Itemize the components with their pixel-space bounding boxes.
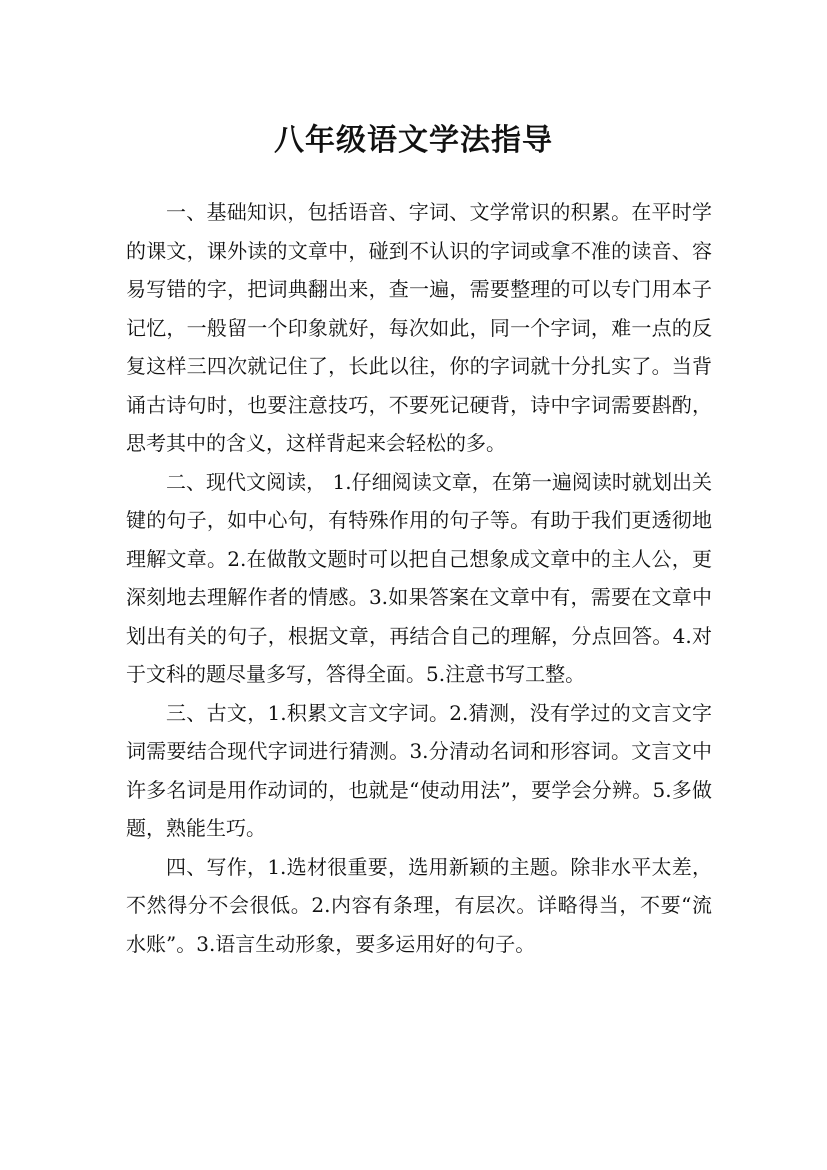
paragraph-writing: 四、写作，1.选材很重要，选用新颖的主题。除非水平太差，不然得分不会很低。2.内容有条理，有层次。详略得当，不要“流水账”。3.语言生动形象，要多运用好的句子。 <box>126 854 712 956</box>
document-title: 八年级语文学法指导 <box>274 123 553 159</box>
paragraph-basic-knowledge: 一、基础知识，包括语音、字词、文学常识的积累。在平时学的课文，课外读的文章中，碰到不认识的字词或拿不准的读音、容易写错的字，把词典翻出来，查一遍，需要整理的可以专门用本子记忆，一般留一个印象就好，每次如此，同一个字词，难一点的反复这样三四次就记住了，长此以往，你的字词就十分扎实了。当背诵古诗句时，也要注意技巧，不要死记硬背，诗中字词需要斟酌，思考其中的含义，这样背起来会轻松的多。 <box>126 200 712 455</box>
document-body <box>126 193 712 963</box>
paragraph-classical-chinese: 三、古文，1.积累文言文字词。2.猜测，没有学过的文言文字词需要结合现代字词进行猜测。3.分清动名词和形容词。文言文中许多名词是用作动词的，也就是“使动用法”，要学会分辨。5.多做题，熟能生巧。 <box>126 700 712 840</box>
paragraph-modern-reading: 二、现代文阅读， 1.仔细阅读文章，在第一遍阅读时就划出关键的句子，如中心句，有特殊作用的句子等。有助于我们更透彻地理解文章。2.在做散文题时可以把自己想象成文章中的主人公，更深刻地去理解作者的情感。3.如果答案在文章中有，需要在文章中划出有关的句子，根据文章，再结合自己的理解，分点回答。4.对于文科的题尽量多写，答得全面。5.注意书写工整。 <box>126 469 712 686</box>
